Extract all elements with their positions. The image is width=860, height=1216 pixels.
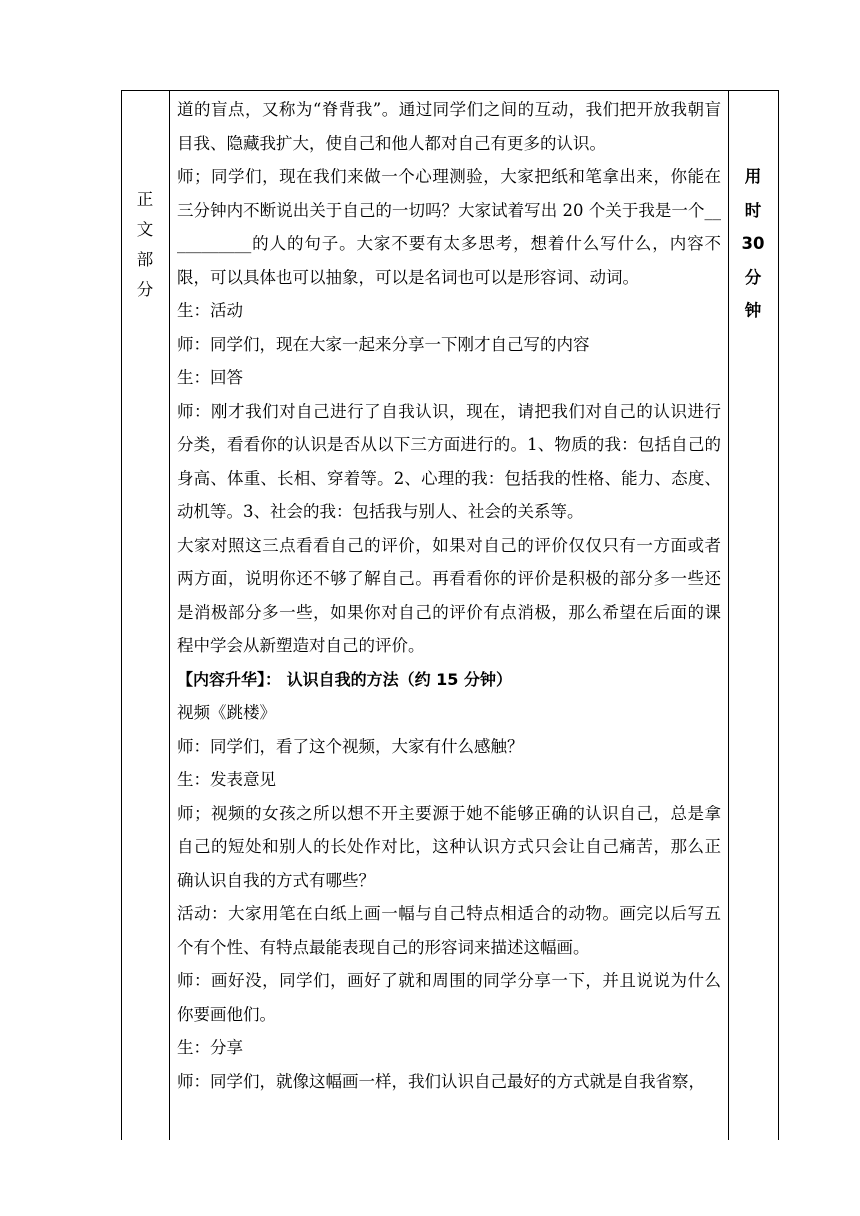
time-label-part: 分 bbox=[744, 267, 762, 287]
lesson-paragraph: 生：活动 bbox=[177, 301, 243, 320]
lesson-paragraph: 师：画好没，同学们，画好了就和周围的同学分享一下，并且说说为什么你要画他们。 bbox=[177, 971, 721, 1024]
lesson-paragraph: 生：回答 bbox=[177, 368, 243, 387]
section-heading: 【内容升华】： 认识自我的方法（约 15 分钟） bbox=[177, 669, 512, 689]
lesson-paragraph: 师；同学们，现在我们来做一个心理测验，大家把纸和笔拿出来，你能在三分钟内不断说出关于自己的一切吗？大家试着写出 20 个关于我是一个___________的人的句子。大家不要有太多思考，想着什么写什么，内容不限，可以具体也可以抽象，可以是名词也可以是形容词、动词。 bbox=[177, 167, 721, 287]
section-label-char: 部 bbox=[136, 250, 154, 269]
section-label-char: 文 bbox=[136, 220, 154, 239]
column-divider-1 bbox=[169, 90, 170, 1140]
lesson-paragraph: 活动：大家用笔在白纸上画一幅与自己特点相适合的动物。画完以后写五个有个性、有特点最能表现自己的形容词来描述这幅画。 bbox=[177, 904, 721, 957]
section-label-cell bbox=[121, 185, 169, 305]
lesson-paragraph: 大家对照这三点看看自己的评价，如果对自己的评价仅仅只有一方面或者两方面，说明你还不够了解自己。再看看你的评价是积极的部分多一些还是消极部分多一些，如果你对自己的评价有点消极，那么希望在后面的课程中学会从新塑造对自己的评价。 bbox=[177, 535, 721, 655]
time-label-part: 钟 bbox=[744, 301, 762, 320]
table-right-border bbox=[778, 90, 779, 1140]
lesson-paragraph: 师；视频的女孩之所以想不开主要源于她不能够正确的认识自己，总是拿自己的短处和别人的长处作对比，这种认识方式只会让自己痛苦，那么正确认识自我的方式有哪些？ bbox=[177, 803, 721, 890]
lesson-paragraph: 师：同学们，看了这个视频，大家有什么感触？ bbox=[177, 736, 524, 756]
lesson-paragraph: 师：同学们，现在大家一起来分享一下刚才自己写的内容 bbox=[177, 334, 590, 354]
lesson-paragraph: 师：同学们，就像这幅画一样，我们认识自己最好的方式就是自我省察， bbox=[177, 1071, 705, 1091]
time-label-part: 30 bbox=[741, 234, 765, 253]
lesson-paragraph: 生：发表意见 bbox=[177, 770, 276, 789]
lesson-paragraph: 道的盲点，又称为“脊背我”。通过同学们之间的互动，我们把开放我朝盲目我、隐藏我扩大，使自己和他人都对自己有更多的认识。 bbox=[177, 100, 721, 153]
time-label-part: 时 bbox=[744, 200, 762, 220]
time-label-cell bbox=[728, 160, 778, 328]
lesson-paragraph: 生：分享 bbox=[177, 1038, 243, 1057]
time-label-part: 用 bbox=[744, 167, 762, 186]
lesson-paragraph: 视频《跳楼》 bbox=[177, 703, 276, 722]
section-label-char: 分 bbox=[136, 280, 154, 299]
lesson-table bbox=[121, 90, 779, 1140]
table-top-border bbox=[121, 90, 779, 91]
lesson-paragraph: 师：刚才我们对自己进行了自我认识，现在，请把我们对自己的认识进行分类，看看你的认识是否从以下三方面进行的。1、物质的我：包括自己的身高、体重、长相、穿着等。2、心理的我：包括我的性格、能力、态度、动机等。3、社会的我：包括我与别人、社会的关系等。 bbox=[177, 401, 721, 521]
section-label-char: 正 bbox=[136, 190, 154, 209]
lesson-content-cell bbox=[177, 93, 721, 1098]
